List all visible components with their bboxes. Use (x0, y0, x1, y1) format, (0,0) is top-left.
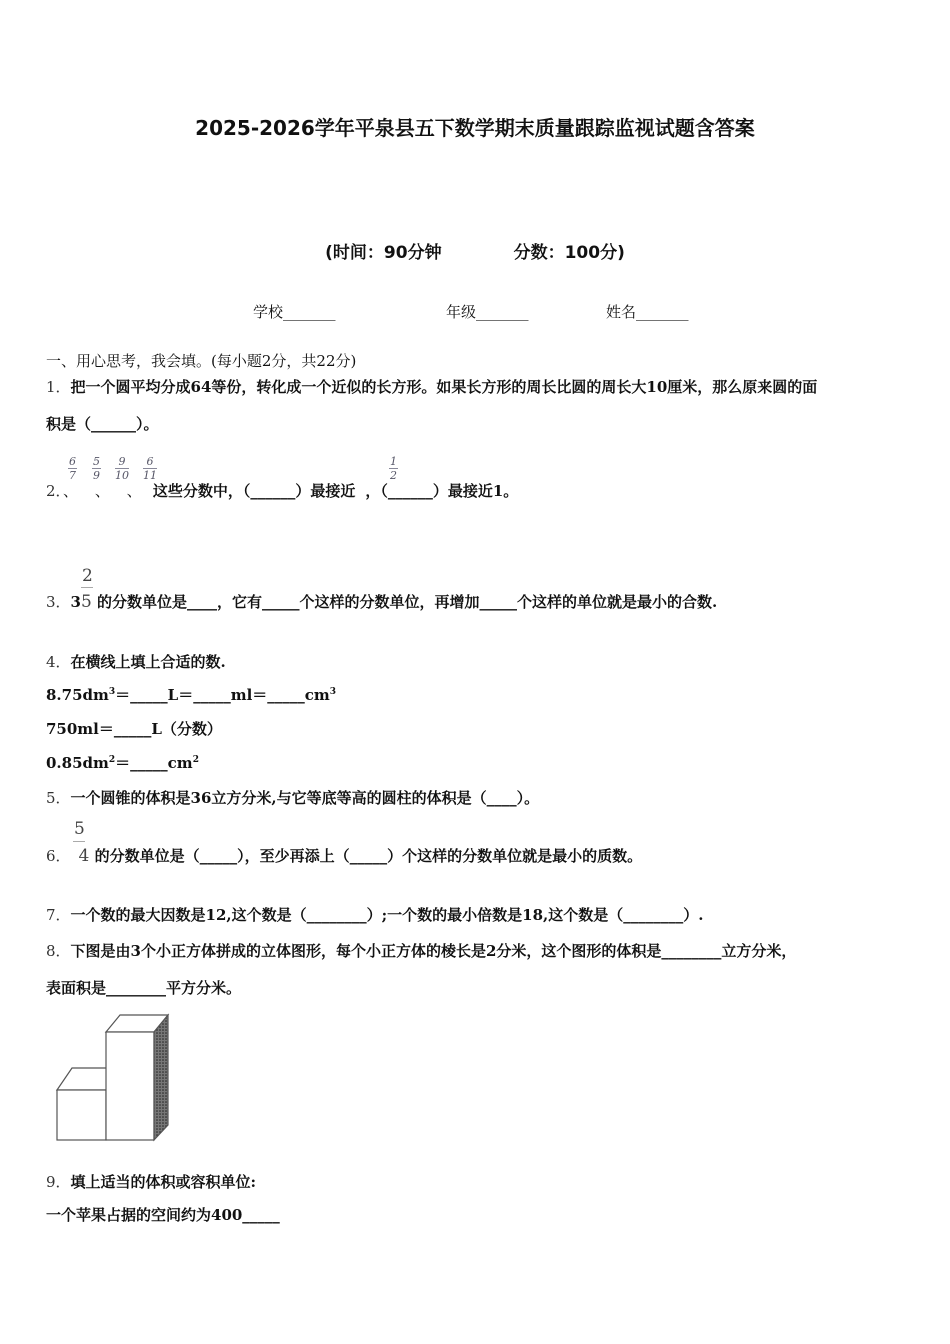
name-field: 姓名_______ (606, 303, 689, 321)
time-limit: (时间：90分钟 (325, 243, 442, 263)
question-8: 8．下图是由3个小正方体拼成的立体图形，每个小正方体的棱长是2分米，这个图形的体积是________立方分米， (46, 942, 797, 960)
fraction: $\frac{9}{10}$ (115, 455, 129, 482)
fraction: $\frac{6}{11}$ (143, 455, 157, 482)
question-3: 3．35 的分数单位是____，它有_____个这样的分数单位，再增加_____个这样的单位就是最小的合数. (46, 592, 718, 612)
question-1: 1．把一个圆平均分成64等份，转化成一个近似的长方形。如果长方形的周长比圆的周长大10厘米，那么原来圆的面 (46, 378, 818, 396)
fraction: $\frac{5}{9}$ (93, 455, 100, 482)
question-1-cont: 积是（______）。 (46, 415, 159, 433)
question-4-line-2: 750ml＝_____L（分数） (46, 720, 222, 738)
question-9-line-1: 一个苹果占据的空间约为400_____ (46, 1206, 280, 1224)
question-4: 4．在横线上填上合适的数. (46, 653, 226, 671)
fraction-numerator: 2 (82, 566, 93, 586)
right-column-front (106, 1032, 154, 1140)
question-2: 2．、 、 、 这些分数中，（______）最接近 ，（______）最接近1。 (46, 482, 519, 500)
fraction-numerator: 5 (74, 819, 85, 839)
section-heading: 一、用心思考，我会填。(每小题2分，共22分) (46, 352, 357, 370)
school-field: 学校_______ (253, 303, 336, 321)
fraction-half: $\frac{1}{2}$ (390, 455, 397, 482)
question-6: 6． 4 的分数单位是（_____），至少再添上（_____）个这样的分数单位就是最小的质数。 (46, 846, 643, 866)
right-column-side (154, 1015, 168, 1140)
fraction: $\frac{6}{7}$ (69, 455, 76, 482)
question-9: 9．填上适当的体积或容积单位: (46, 1173, 257, 1191)
total-score: 分数：100分) (513, 243, 625, 263)
document-title: 2025-2026学年平泉县五下数学期末质量跟踪监视试题含答案 (195, 116, 755, 140)
question-4-line-1: $8.75dm^3=\_\_\_\_\_L=\_\_\_\_\_ml=\_\_\_\_\_cm^3$ (46, 686, 337, 704)
question-8-cont: 表面积是________平方分米。 (46, 979, 242, 997)
grade-field: 年级_______ (446, 303, 529, 321)
question-5: 5．一个圆锥的体积是36立方分米,与它等底等高的圆柱的体积是（____）。 (46, 789, 540, 807)
question-7: 7．一个数的最大因数是12,这个数是（________）;一个数的最小倍数是18,这个数是（________）. (46, 906, 704, 924)
left-cube-front (57, 1090, 106, 1140)
question-4-line-3: $0.85dm^2=\_\_\_\_\_cm^2$ (46, 754, 199, 772)
